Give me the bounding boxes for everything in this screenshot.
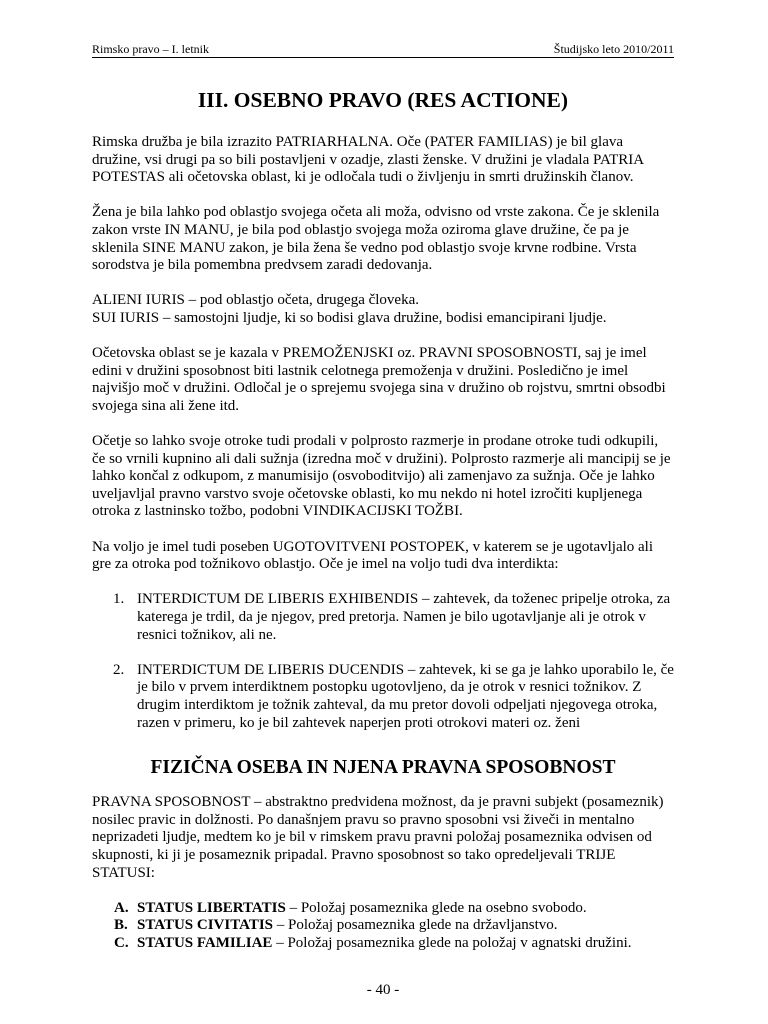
status-list [92, 900, 674, 953]
status-description: – Položaj posameznika glede na državljanstvo. [273, 917, 558, 934]
chapter-title: III. OSEBNO PRAVO (RES ACTIONE) [197, 88, 569, 112]
paragraph-wife: Žena je bila lahko pod oblastjo svojega očeta ali moža, odvisno od vrste zakona. Če je sklenila zakon vrste IN MANU, je bila pod oblastjo svojega moža oziroma glave družine, če pa je sklenila SINE MANU zakon, je bila žena še vedno pod oblastjo svoje krvne rodbine. Vrsta sorodstva je bila pomembna predvsem zaradi dedovanja. [92, 204, 660, 274]
running-header [92, 42, 674, 58]
list-item [92, 662, 674, 732]
paragraph-legal-capacity: PRAVNA SPOSOBNOST – abstraktno predvidena možnost, da je pravni subjekt (posameznik) nosilec pravic in dolžnosti. Po današnjem pravu so pravno sposobni vsi živeči in mentalno neprizadeti ljudje, medtem ko je bil v rimskem pravu pravni položaj posameznika odvisen od skupnosti, ki ji je posameznik pripadal. Pravno sposobnost so tako opredeljevali TRIJE STATUSI: [92, 794, 664, 881]
list-item-number: 1. [113, 591, 125, 608]
status-label: STATUS FAMILIAE [137, 934, 273, 951]
list-item-text: INTERDICTUM DE LIBERIS EXHIBENDIS – zahtevek, da toženec pripelje otroka, za katerega je trdil, da je njegov, pred pretorja. Namen je bilo ugotavljanje ali je otrok v resnici tožnikov, ali ne. [137, 591, 671, 643]
status-description: – Položaj posameznika glede na osebno svobodo. [285, 899, 587, 916]
list-item [92, 935, 674, 953]
status-letter: A. [114, 899, 129, 916]
definition-alieni-iuris: ALIENI IURIS – pod oblastjo očeta, drugega človeka. [92, 292, 419, 309]
list-item [92, 917, 674, 935]
section-heading: FIZIČNA OSEBA IN NJENA PRAVNA SPOSOBNOST [150, 757, 616, 779]
definitions [92, 292, 674, 327]
header-year: Študijsko leto 2010/2011 [553, 42, 674, 56]
list-item-text: INTERDICTUM DE LIBERIS DUCENDIS – zahtevek, ki se ga je lahko uporabilo le, če je bilo v prvem interdiktnem postopku ugotovljeno, da je otrok v resnici tožnikov. Z drugim interdiktom je tožnik zahteval, da mu pretor dovoli odpeljati njegovega otroka, razen v primeru, ko je bil zahtevek naperjen proti otrokovi materi oz. ženi [137, 661, 674, 731]
list-item-number: 2. [113, 661, 125, 678]
paragraph-procedure: Na voljo je imel tudi poseben UGOTOVITVENI POSTOPEK, v katerem se je ugotavljalo ali gre za otroka pod tožnikovo oblastjo. Oče je imel na voljo tudi dva interdikta: [92, 538, 654, 573]
status-letter: B. [114, 917, 128, 934]
list-item [92, 900, 674, 918]
document-body [92, 134, 674, 953]
paragraph-paternal-power: Očetovska oblast se je kazala v PREMOŽENJSKI oz. PRAVNI SPOSOBNOSTI, saj je imel edini v družini sposobnost biti lastnik celotnega premoženja v družini. Posledično je imel najvišjo moč v družini. Odločal je o sprejemu svojega sina v družino ob rojstvu, smrtni obsodbi svojega sina ali žene itd. [92, 345, 666, 414]
definition-sui-iuris: SUI IURIS – samostojni ljudje, ki so bodisi glava družine, bodisi emancipirani ljudje. [92, 309, 607, 326]
page-number: - 40 - [366, 982, 400, 998]
status-label: STATUS CIVITATIS [137, 917, 274, 934]
header-course: Rimsko pravo – I. letnik [92, 42, 209, 56]
interdicts-list [92, 591, 674, 732]
paragraph-selling-children: Očetje so lahko svoje otroke tudi prodali v polprosto razmerje in prodane otroke tudi odkupili, če so vrnili kupnino ali dali sužnja (izredna moč v družini). Polprosto razmerje ali mancipij se je lahko končal z odkupom, z manumisijo (osvoboditvijo) ali zamenjavo za sužnja. Oče je lahko uveljavljal pravno varstvo svoje očetovske oblasti, ko mu nekdo ni hotel izročiti kupljenega otroka z lastninsko tožbo, podobni VINDIKACIJSKI TOŽBI. [92, 433, 671, 520]
status-letter: C. [114, 934, 129, 951]
list-item [92, 591, 674, 644]
status-description: – Položaj posameznika glede na položaj v agnatski družini. [272, 934, 632, 951]
status-label: STATUS LIBERTATIS [137, 899, 286, 916]
paragraph-patriarchal: Rimska družba je bila izrazito PATRIARHALNA. Oče (PATER FAMILIAS) je bil glava družine, vsi drugi pa so bili postavljeni v ozadje, zlasti ženske. V družini je vladala PATRIA POTESTAS ali očetovska oblast, ki je odločala tudi o življenju in smrti družinskih članov. [92, 134, 644, 186]
